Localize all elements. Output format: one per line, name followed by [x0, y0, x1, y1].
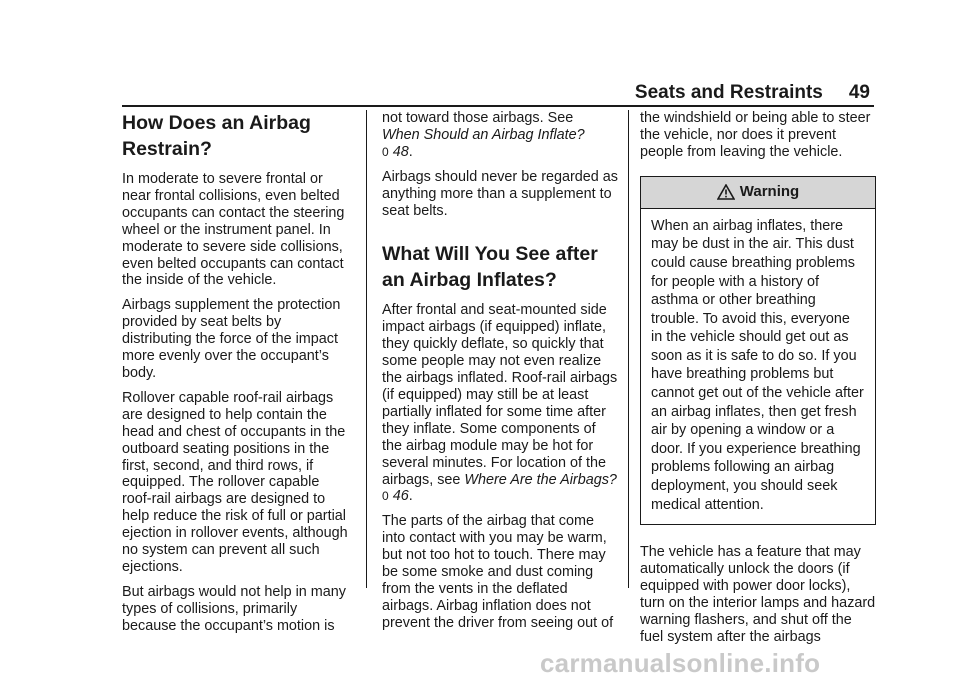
warning-header [641, 177, 875, 209]
page-ref-icon: 0 [382, 144, 389, 159]
warning-body [641, 209, 875, 525]
page-number: 49 [848, 82, 870, 103]
column-2 [382, 110, 618, 640]
header-rule [122, 105, 874, 107]
paragraph: Airbags should never be regarded as anything more than a supplement to seat belts. [382, 168, 618, 219]
warning-triangle-icon [717, 184, 735, 200]
page-header [635, 82, 870, 104]
warning-text: When an airbag inflates, there may be dust in the air. This dust could cause breathing problems for people with a history of asthma or other breathing trouble. To avoid this, everyone in the vehicle should get out as soon as it is safe to do so. If you have breathing problems but cannot get out of the vehicle after an airbag inflates, then get fresh air by opening a window or a door. If you experience breathing problems following an airbag deployment, you should seek medical attention. [651, 217, 864, 513]
paragraph: the windshield or being able to steer the vehicle, nor does it prevent people from leaving the vehicle. [640, 110, 871, 160]
watermark: carmanualsonline.info [540, 648, 821, 678]
warning-title: Warning [739, 182, 800, 200]
text: After frontal and seat-mounted side impact airbags (if equipped) inflate, they quickly deflate, so quickly that some people may not even realize the airbags inflated. Roof-rail airbags (if equipped) may still be at least partially inflated for some time after they inflate. Some components of the airbag module may be hot for several minutes. For location of the airbags, see [382, 302, 618, 488]
column-3 [640, 110, 876, 654]
page-ref-icon: 0 [382, 489, 389, 504]
warning-box [640, 176, 876, 526]
paragraph [382, 110, 618, 161]
column-1 [122, 110, 350, 643]
paragraph: Rollover capable roof-rail airbags are designed to help contain the head and chest of occupants in the outboard seating positions in the first, second, and third rows, if equipped. The rollover capable roof-rail airbags are designed to help reduce the risk of full or partial ejection in rollover events, although no system can prevent all such ejections. [122, 389, 348, 575]
heading-what-will-you-see: What Will You See after an Airbag Inflates? [382, 243, 598, 292]
section-title: Seats and Restraints [634, 82, 823, 103]
column-divider [628, 110, 629, 588]
paragraph: The parts of the airbag that come into contact with you may be warm, but not too hot to touch. There may be some smoke and dust coming from the vents in the deflated airbags. Airbag inflation does not prevent the driver from seeing out of [382, 513, 614, 631]
text: not toward those airbags. See [382, 110, 574, 126]
heading-how-airbag-restrain: How Does an Airbag Restrain? [122, 112, 311, 160]
text: . [408, 143, 413, 160]
paragraph: The vehicle has a feature that may automatically unlock the doors (if equipped with power door locks), turn on the interior lamps and hazard warning flashers, and shut off the fuel system after the airbags [640, 544, 876, 645]
paragraph [382, 302, 618, 505]
xref-title: Where Are the Airbags? [464, 471, 617, 488]
text: . [408, 488, 413, 505]
paragraph: Airbags supplement the protection provided by seat belts by distributing the force of the impact more evenly over the occupant’s body. [122, 297, 341, 381]
xref-page: 46 [392, 488, 409, 505]
xref-page: 48 [392, 143, 409, 160]
xref-title: When Should an Airbag Inflate? [382, 126, 585, 143]
paragraph: But airbags would not help in many types of collisions, primarily because the occupant’s motion is [122, 583, 346, 634]
paragraph: In moderate to severe frontal or near frontal collisions, even belted occupants can contact the steering wheel or the instrument panel. In moderate to severe side collisions, even belted occupants can contact the inside of the vehicle. [122, 171, 345, 289]
column-divider [366, 110, 367, 588]
